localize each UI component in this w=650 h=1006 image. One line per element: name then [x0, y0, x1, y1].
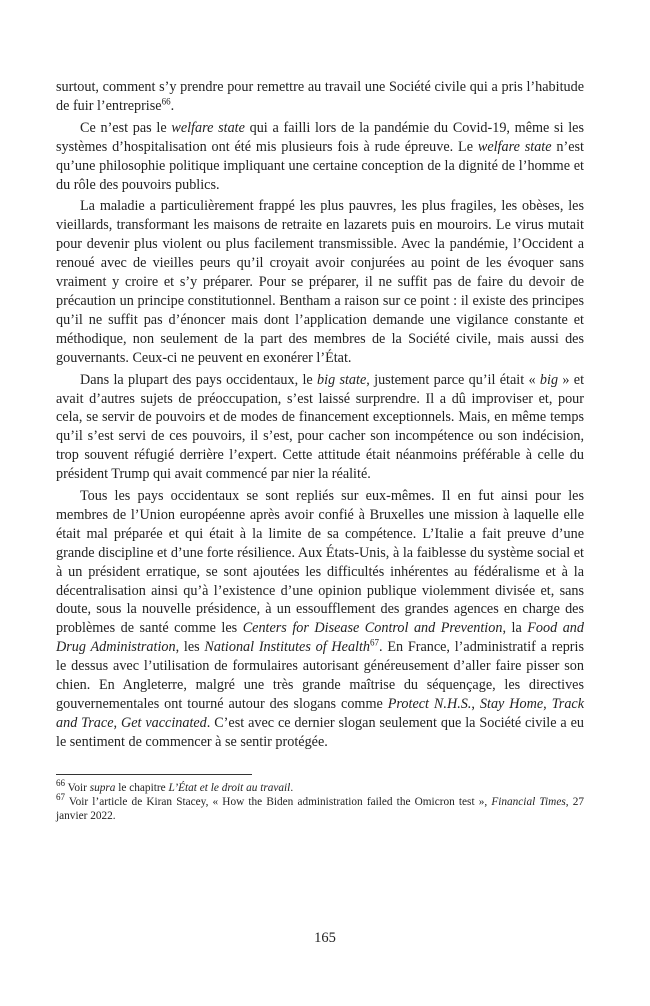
text-run: ,	[471, 696, 480, 712]
italic-text: supra	[89, 781, 116, 794]
paragraph-maladie	[56, 197, 584, 367]
text-run: Ce n’est pas le	[80, 119, 172, 136]
italic-text: Food and Drug Administration	[56, 620, 584, 656]
body-text	[56, 78, 584, 752]
footnote-divider	[56, 774, 252, 775]
italic-text: big	[539, 371, 559, 388]
italic-text: welfare state	[171, 119, 245, 136]
italic-text: big state	[317, 371, 367, 388]
italic-text: L’État et le droit au travail	[168, 781, 291, 794]
text-run: Voir	[65, 781, 90, 794]
text-run: , 27 janvier 2022.	[56, 795, 584, 823]
page-number: 165	[314, 930, 336, 946]
italic-text: welfare state	[477, 138, 552, 155]
text-run: n’est qu’une philosophie politique impliquant une certaine conception de la dignité de l’homme et du rôle des pouvoirs publics.	[56, 138, 584, 193]
italic-text: National Institutes of Health	[204, 639, 371, 656]
paragraph-pays-occidentaux	[56, 487, 584, 752]
paragraph-continued	[56, 78, 584, 116]
text-run: .	[290, 781, 294, 794]
text-run: Voir l’article de Kiran Stacey, « How the Biden administration failed the Omicron test »,	[65, 795, 492, 808]
italic-text: Stay Home	[479, 696, 544, 712]
footnote-ref: 67	[370, 637, 380, 648]
text-run: qui a failli lors de la pandémie du Covid-19, même si les systèmes d’hospitalisation ont été mis plusieurs fois à rude épreuve. Le	[56, 119, 584, 155]
footnote-ref: 66	[161, 96, 171, 107]
text-run: , la	[502, 620, 528, 637]
text-run: » et avait d’autres sujets de préoccupation, s’est laissé surprendre. Il a dû improviser et, pour cela, se servir de pouvoirs et de modes de financement exceptionnels. Mais, en même temps qu’il s’est servi de ces pouvoirs, il s’est, pour cacher son incompétence ou son indécision, trop souvent réfugié derrière l’expert. Cette attitude était néanmoins préférable à celle du président Trump qui avait commencé par nier la réalité.	[56, 371, 585, 483]
text-run: .	[170, 97, 175, 114]
text-run: Dans la plupart des pays occidentaux, le	[80, 371, 318, 388]
text-run: surtout, comment s’y prendre pour remettre au travail une Société civile qui a pris l’habitude de fuir l’entreprise	[56, 79, 584, 114]
book-page	[56, 78, 584, 823]
paragraph-welfare-state	[56, 119, 584, 195]
text-run: , justement parce qu’il était «	[366, 371, 540, 388]
footnote-67	[56, 792, 584, 823]
text-run: . En France, l’administratif a repris le dessus avec l’utilisation de formulaires autorisant généreusement d’aller faire pisser son chien. En Angleterre, malgré une très grande maîtrise du séquençage, les directives gouvernementales ont tourné autour des slogans comme	[56, 639, 584, 712]
text-run: ,	[543, 696, 552, 712]
footnotes	[56, 777, 584, 824]
text-run: La maladie a particulièrement frappé les plus pauvres, les plus fragiles, les obèses, les vieillards, transformant les maisons de retraite en lazarets puis en mouroirs. Le virus mutait pour devenir plus violent ou plus facilement transmissible. Avec la pandémie, l’Occident a renoué avec de vieilles peurs qu’il croyait avoir conjurées au point de les évoquer sans vraiment y croire et s’y préparer. Pour se préparer, il ne suffit pas de faire du devoir de précaution un principe constitutionnel. Bentham a raison sur ce point : il existe des principes qu’il ne suffit pas d’énoncer mais dont l’application demande une vigilance constante et méthodique, non seulement de la part des membres de la Société civile, mais aussi des gouvernants. Ceux-ci ne peuvent en exonérer l’État.	[56, 198, 584, 366]
italic-text: Financial Times	[491, 795, 566, 808]
italic-text: Protect N.H.S.	[387, 696, 472, 712]
footnote-ref: 67	[56, 792, 65, 803]
paragraph-big-state	[56, 371, 584, 484]
footnote-66	[56, 777, 584, 795]
text-run: . C’est avec ce dernier slogan seulement que la Société civile a eu le sentiment de commencer à se sentir protégée.	[56, 714, 584, 750]
italic-text: Get vaccinated	[120, 714, 207, 731]
text-run: ,	[113, 714, 121, 731]
text-run: le chapitre	[115, 781, 169, 794]
text-run: Tous les pays occidentaux se sont repliés sur eux-mêmes. Il en fut ainsi pour les membres de l’Union européenne après avoir confié à Bruxelles une mission à laquelle elle était mal préparée et qui était à la limite de sa compétence. L’Italie a fait preuve d’une grande discipline et d’une forte résilience. Aux États-Unis, à la faiblesse du système social et à un président erratique, se sont ajoutées les difficultés inhérentes au fédéralisme et à la décentralisation ainsi qu’à l’existence d’une opinion publique violemment divisée et, sans doute, sous la nouvelle présidence, à un essoufflement des grandes agences en charge des problèmes de santé comme les	[56, 488, 584, 637]
italic-text: Centers for Disease Control and Prevention	[242, 620, 503, 637]
text-run: , les	[175, 639, 205, 656]
footnote-ref: 66	[56, 777, 65, 788]
italic-text: Track and Trace	[56, 696, 585, 731]
